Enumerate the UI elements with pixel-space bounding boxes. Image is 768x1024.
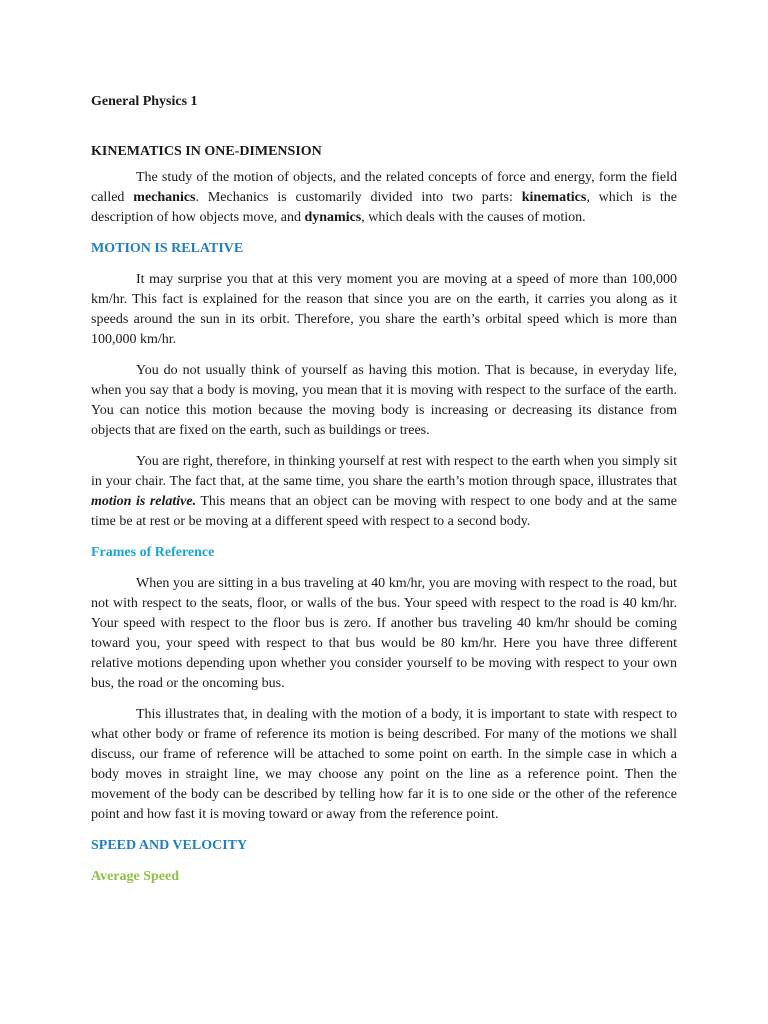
paragraph-everyday-motion: You do not usually think of yourself as having this motion. That is because, in everyday life, when you say that a body is moving, you mean that it is moving with respect to the surface of the earth. You can notice this motion because the moving body is increasing or decreasing its distance from objects that are fixed on the earth, such as buildings or trees. — [91, 363, 677, 438]
heading-frames-of-reference: Frames of Reference — [91, 545, 215, 560]
paragraph-reference-point: This illustrates that, in dealing with the motion of a body, it is important to state with respect to what other body or frame of reference its motion is being described. For many of the motions we shall discuss, our frame of reference will be attached to some point on earth. In the simple case in which a body moves in straight line, we may choose any point on the line as a reference point. Then the movement of the body can be described by telling how far it is to one side or the other of the reference point and how fast it is moving toward or away from the reference point. — [91, 707, 677, 822]
intro-paragraph — [91, 168, 677, 228]
intro-text-1: The study of the motion of objects, and the related concepts of force and energy, form the field called — [91, 170, 677, 205]
paragraph-motion-relative — [91, 452, 677, 532]
heading-average-speed: Average Speed — [91, 869, 179, 884]
term-kinematics: kinematics — [521, 190, 587, 205]
chapter-heading: KINEMATICS IN ONE-DIMENSION — [91, 144, 322, 159]
paragraph-orbital-speed: It may surprise you that at this very moment you are moving at a speed of more than 100,000 km/hr. This fact is explained for the reason that since you are on the earth, it carries you along as it speeds around the sun in its orbit. Therefore, you share the earth’s orbital speed which is more than 100,000 km/hr. — [91, 272, 677, 347]
relative-text-1: You are right, therefore, in thinking yourself at rest with respect to the earth when you simply sit in your chair. The fact that, at the same time, you share the earth’s motion through space, illustrates that — [91, 454, 677, 489]
term-motion-is-relative: motion is relative. — [91, 494, 197, 509]
intro-text-2: . Mechanics is customarily divided into two parts: — [195, 190, 522, 205]
document-page — [91, 92, 677, 898]
term-mechanics: mechanics — [133, 190, 196, 205]
heading-motion-is-relative: MOTION IS RELATIVE — [91, 241, 244, 256]
intro-text-4: , which deals with the causes of motion. — [361, 210, 586, 225]
intro-text-3: , which is the description of how objects move, and — [91, 190, 678, 225]
relative-text-2: This means that an object can be moving with respect to one body and at the same time be at rest or be moving at a different speed with respect to a second body. — [91, 494, 677, 529]
paragraph-bus-example: When you are sitting in a bus traveling at 40 km/hr, you are moving with respect to the road, but not with respect to the seats, floor, or walls of the bus. Your speed with respect to the road is 40 km/hr. Your speed with respect to the floor bus is zero. If another bus traveling 40 km/hr should be coming toward you, your speed with respect to that bus would be 80 km/hr. Here you have three different relative motions depending upon whether you consider yourself to be moving with respect to your own bus, the road or the oncoming bus. — [91, 576, 677, 691]
heading-speed-and-velocity: SPEED AND VELOCITY — [91, 838, 248, 853]
term-dynamics: dynamics — [304, 210, 362, 225]
document-title: General Physics 1 — [91, 94, 198, 109]
